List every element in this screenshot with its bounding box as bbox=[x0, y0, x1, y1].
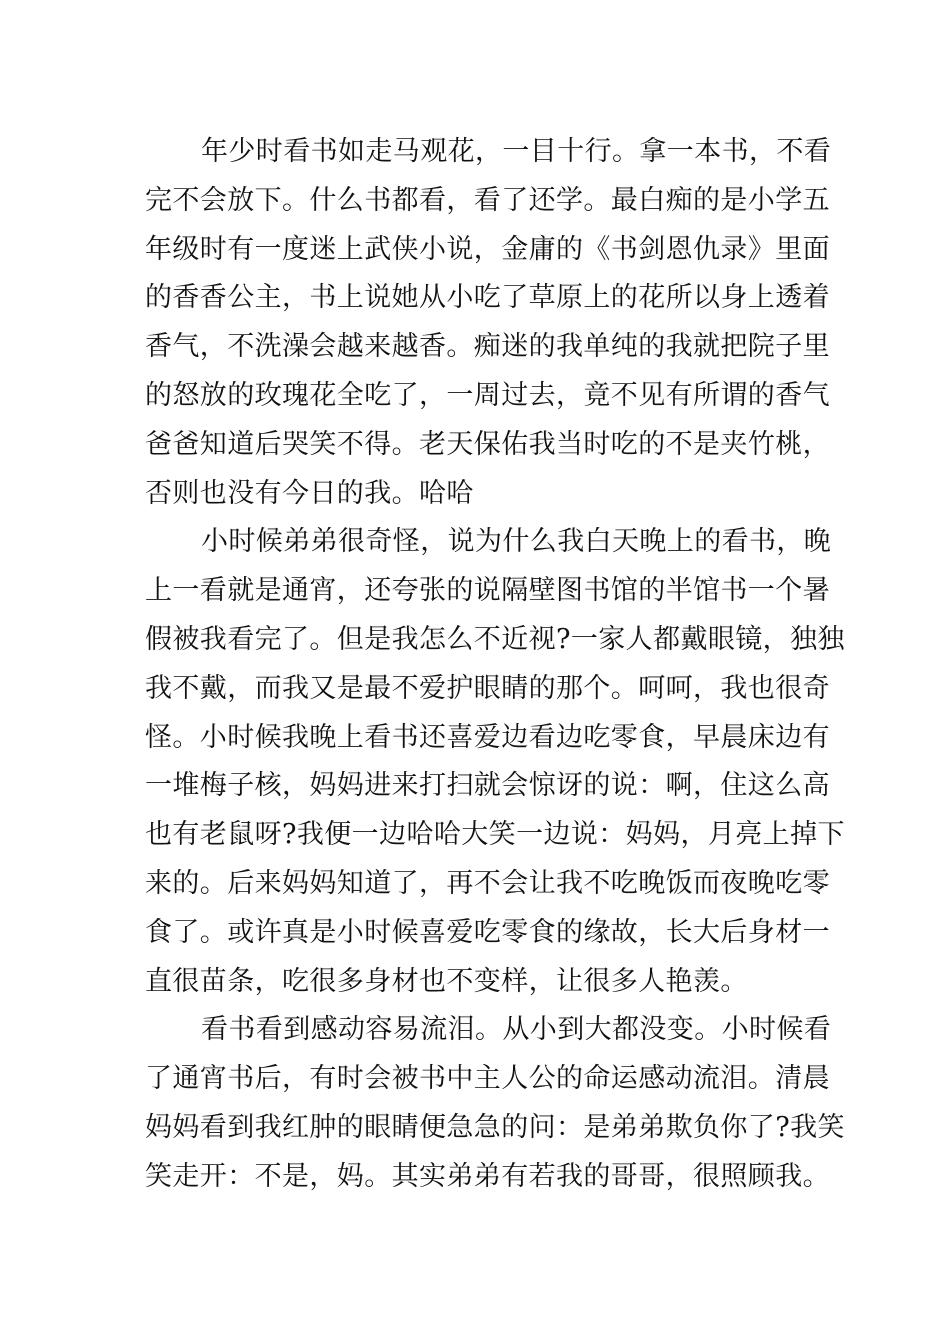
paragraph-2 bbox=[145, 518, 845, 1006]
paragraph-line: 年少时看书如走马观花，一目十行。拿一本书，不看 bbox=[201, 136, 832, 167]
paragraph-line: 年级时有一度迷上武侠小说，金庸的《书剑恩仇录》里面 bbox=[145, 233, 830, 265]
paragraph-line: 笑走开：不是，妈。其实弟弟有若我的哥哥，很照顾我。 bbox=[145, 1160, 830, 1192]
paragraph-line: 香气，不洗澡会越来越香。痴迷的我单纯的我就把院子里 bbox=[145, 331, 830, 363]
paragraph-line: 我不戴，而我又是最不爱护眼睛的那个。呵呵，我也很奇 bbox=[145, 672, 830, 704]
paragraph-line: 了通宵书后，有时会被书中主人公的命运感动流泪。清晨 bbox=[145, 1063, 830, 1095]
paragraph-3 bbox=[145, 1006, 845, 1201]
paragraph-line: 一堆梅子核，妈妈进来打扫就会惊讶的说：啊，住这么高 bbox=[145, 770, 830, 802]
paragraph-line: 的怒放的玫瑰花全吃了，一周过去，竟不见有所谓的香气 bbox=[145, 379, 830, 411]
paragraph-line: 爸爸知道后哭笑不得。老天保佑我当时吃的不是夹竹桃， bbox=[145, 428, 830, 460]
paragraph-line: 否则也没有今日的我。哈哈 bbox=[145, 477, 474, 509]
paragraph-line: 上一看就是通宵，还夸张的说隔壁图书馆的半馆书一个暑 bbox=[145, 575, 830, 607]
paragraph-line: 来的。后来妈妈知道了，再不会让我不吃晚饭而夜晚吃零 bbox=[145, 867, 830, 899]
paragraph-1 bbox=[145, 128, 832, 518]
paragraph-line: 妈妈看到我红肿的眼睛便急急的问：是弟弟欺负你了?我笑 bbox=[145, 1111, 845, 1143]
paragraph-line: 食了。或许真是小时候喜爱吃零食的缘故，长大后身材一 bbox=[145, 916, 830, 948]
paragraph-line: 完不会放下。什么书都看，看了还学。最白痴的是小学五 bbox=[145, 184, 830, 216]
paragraph-line: 直很苗条，吃很多身材也不变样，让很多人艳羡。 bbox=[145, 965, 748, 997]
paragraph-line: 也有老鼠呀?我便一边哈哈大笑一边说：妈妈，月亮上掉下 bbox=[145, 819, 845, 851]
paragraph-line: 的香香公主，书上说她从小吃了草原上的花所以身上透着 bbox=[145, 282, 830, 314]
paragraph-line: 看书看到感动容易流泪。从小到大都没变。小时候看 bbox=[201, 1014, 832, 1046]
paragraph-line: 假被我看完了。但是我怎么不近视?一家人都戴眼镜，独独 bbox=[145, 623, 845, 655]
body-text bbox=[145, 128, 845, 1202]
paragraph-line: 小时候弟弟很奇怪，说为什么我白天晚上的看书，晚 bbox=[201, 526, 832, 558]
paragraph-line: 怪。小时候我晚上看书还喜爱边看边吃零食，早晨床边有 bbox=[145, 721, 830, 753]
